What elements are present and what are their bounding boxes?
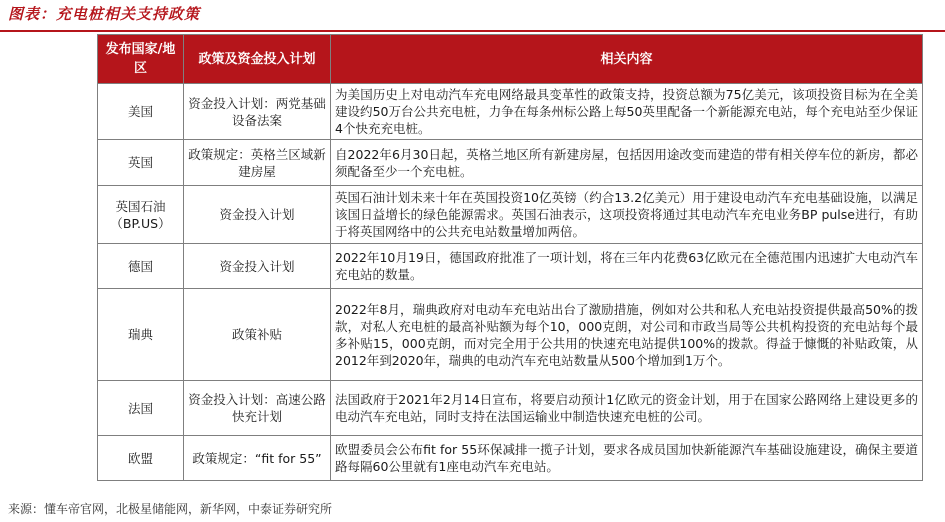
header-content: 相关内容 [331,35,923,84]
cell-policy: 资金投入计划 [184,186,331,244]
cell-region: 美国 [98,84,184,140]
cell-content: 为美国历史上对电动汽车充电网络最具变革性的政策支持，投资总额为75亿美元，该项投资目标为在全美建设约50万台公共充电桩，力争在每条州标公路上每50英里配备一个新能源充电站，每个充电站至少保证4个快充充电桩。 [331,84,923,140]
cell-content: 2022年8月，瑞典政府对电动车充电站出台了激励措施，例如对公共和私人充电站投资提供最高50%的拨款，对私人充电桩的最高补贴额为每个10，000克朗，对公司和市政当局等公共机构投资的充电站每个最多补贴15，000克朗，而对完全用于公共用的快速充电站提供100%的拨款。得益于慷慨的补贴政策，从2012年到2020年，瑞典的电动汽车充电站数量从500个增加到1万个。 [331,289,923,381]
policy-table [97,34,923,481]
cell-content: 英国石油计划未来十年在英国投资10亿英镑（约合13.2亿美元）用于建设电动汽车充电基础设施，以满足该国日益增长的绿色能源需求。英国石油表示，这项投资将通过其电动汽车充电业务BP pulse进行，有助于将英国网络中的公共充电站数量增加两倍。 [331,186,923,244]
cell-region: 英国石油（BP.US） [98,186,184,244]
header-policy: 政策及资金投入计划 [184,35,331,84]
table-row [98,381,923,436]
table-row [98,84,923,140]
cell-region: 英国 [98,140,184,186]
cell-policy: 资金投入计划：高速公路快充计划 [184,381,331,436]
cell-region: 欧盟 [98,436,184,481]
table-row [98,140,923,186]
cell-policy: 资金投入计划：两党基础设备法案 [184,84,331,140]
cell-content: 2022年10月19日，德国政府批准了一项计划，将在三年内花费63亿欧元在全德范围内迅速扩大电动汽车充电站的数量。 [331,244,923,289]
cell-policy: 政策规定：“fit for 55” [184,436,331,481]
cell-region: 瑞典 [98,289,184,381]
cell-policy: 资金投入计划 [184,244,331,289]
cell-region: 德国 [98,244,184,289]
cell-region: 法国 [98,381,184,436]
table-header-row [98,35,923,84]
table-row [98,436,923,481]
cell-policy: 政策规定：英格兰区域新建房屋 [184,140,331,186]
cell-content: 自2022年6月30日起，英格兰地区所有新建房屋，包括因用途改变而建造的带有相关停车位的新房，都必须配备至少一个充电桩。 [331,140,923,186]
header-region: 发布国家/地区 [98,35,184,84]
cell-policy: 政策补贴 [184,289,331,381]
cell-content: 欧盟委员会公布fit for 55环保减排一揽子计划，要求各成员国加快新能源汽车基础设施建设，确保主要道路每隔60公里就有1座电动汽车充电站。 [331,436,923,481]
table-row [98,289,923,381]
cell-content: 法国政府于2021年2月14日宣布，将要启动预计1亿欧元的资金计划，用于在国家公路网络上建设更多的电动汽车充电站，同时支持在法国运输业中制造快速充电桩的公司。 [331,381,923,436]
figure-title: 图表：充电桩相关支持政策 [8,5,201,23]
title-bar [0,0,945,32]
table-row [98,244,923,289]
source-footer: 来源：懂车帝官网，北极星储能网，新华网，中泰证券研究所 [8,502,333,516]
table-row [98,186,923,244]
